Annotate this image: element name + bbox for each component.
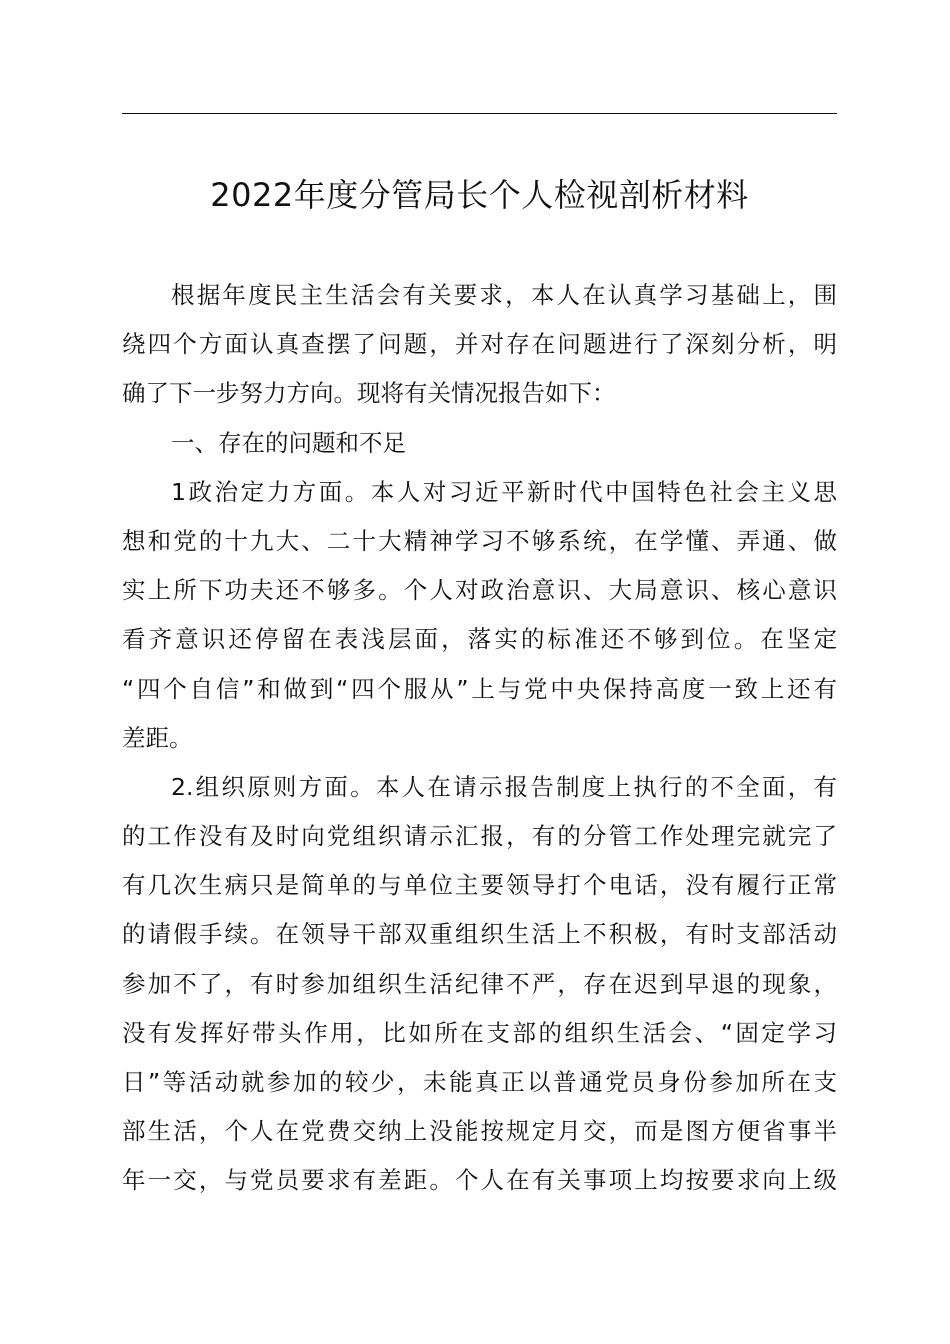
paragraph-line: 年一交，与党员要求有差距。个人在有关事项上均按要求向上级 <box>122 1166 837 1195</box>
paragraph-line: 2.组织原则方面。本人在请示报告制度上执行的不全面，有 <box>171 772 837 801</box>
paragraph-line: 实上所下功夫还不够多。个人对政治意识、大局意识、核心意识 <box>122 576 837 605</box>
paragraph-line: 根据年度民主生活会有关要求，本人在认真学习基础上，围 <box>171 281 837 309</box>
paragraph-line: 想和党的十九大、二十大精神学习不够系统，在学懂、弄通、做 <box>122 526 837 555</box>
paragraph-line: 的请假手续。在领导干部双重组织生活上不积极，有时支部活动 <box>122 920 837 949</box>
section-heading: 一、存在的问题和不足 <box>171 428 406 457</box>
paragraph-line: 没有发挥好带头作用，比如所在支部的组织生活会、“固定学习 <box>122 1018 837 1047</box>
paragraph-line: 日”等活动就参加的较少，未能真正以普通党员身份参加所在支 <box>122 1068 837 1096</box>
paragraph-line: 看齐意识还停留在表浅层面，落实的标准还不够到位。在坚定 <box>122 625 837 654</box>
paragraph-line: 1政治定力方面。本人对习近平新时代中国特色社会主义思 <box>171 477 837 506</box>
paragraph-line: 有几次生病只是简单的与单位主要领导打个电话，没有履行正常 <box>122 871 837 900</box>
paragraph-line: 绕四个方面认真查摆了问题，并对存在问题进行了深刻分析，明 <box>122 330 837 359</box>
paragraph-line: 的工作没有及时向党组织请示汇报，有的分管工作处理完就完了 <box>122 822 837 851</box>
header-rule <box>122 113 837 114</box>
document-body <box>122 271 837 1206</box>
paragraph-line: 确了下一步努力方向。现将有关情况报告如下： <box>122 379 616 408</box>
paragraph-line: 差距。 <box>122 723 193 752</box>
paragraph-line: “四个自信”和做到“四个服从”上与党中央保持高度一致上还有 <box>122 674 837 703</box>
paragraph-line: 部生活，个人在党费交纳上没能按规定月交，而是图方便省事半 <box>122 1117 837 1146</box>
document-title: 2022年度分管局长个人检视剖析材料 <box>210 176 749 214</box>
paragraph-line: 参加不了，有时参加组织生活纪律不严，存在迟到早退的现象， <box>122 969 837 998</box>
